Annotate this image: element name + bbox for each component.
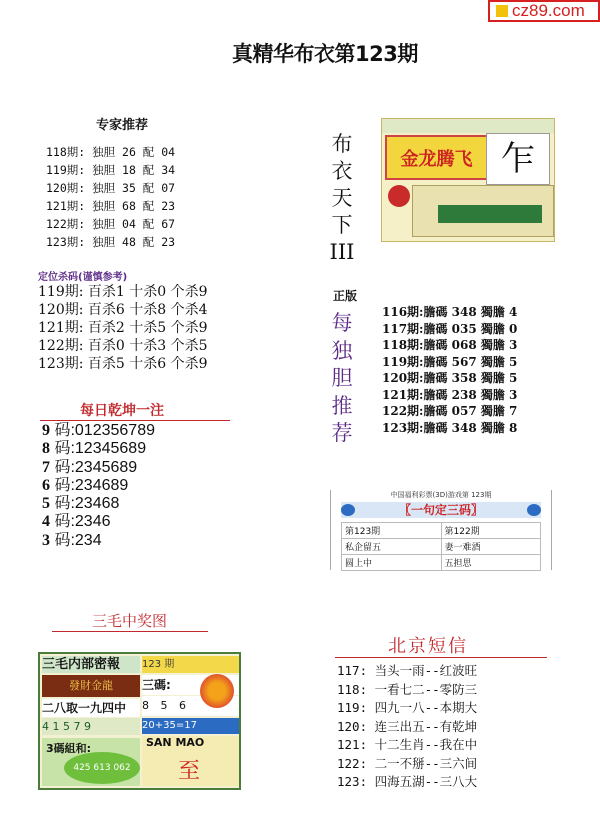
vertical-char: III	[329, 240, 355, 264]
daily-unit: 码:	[50, 422, 75, 439]
box-header: 中国福利彩票(3D)游戏第 123期	[390, 491, 492, 499]
daily-count: 3	[42, 531, 50, 549]
daily-heading: 每日乾坤一注	[80, 403, 164, 419]
daily-list	[42, 422, 155, 550]
table-row	[342, 555, 541, 571]
sanmao-heading: 三毛中奖图	[92, 612, 168, 630]
daily-row	[42, 532, 155, 550]
scroll-ribbon	[438, 205, 542, 223]
combo-label: 3碼組和:	[46, 742, 92, 755]
beijing-row: 120: 连三出五--有乾坤	[337, 718, 478, 734]
daily-row	[42, 440, 155, 458]
expert-row: 120期: 独胆 35 配 07	[46, 181, 176, 195]
kill-row: 123期: 百杀5 十杀6 个杀9	[38, 356, 208, 372]
daily-digits: 2346	[74, 513, 111, 531]
kill-list	[38, 283, 208, 373]
combo-egg: 425 613 062	[64, 752, 140, 784]
site-domain: cz89.com	[512, 1, 585, 20]
sanmao-brand	[142, 736, 239, 786]
table-row	[342, 523, 541, 539]
vertical-char: 胆	[331, 366, 353, 390]
vertical-char: 下	[331, 213, 353, 237]
duodan-row: 120期:膽碼 358 獨膽 5	[382, 371, 518, 385]
kill-heading: 定位杀码(谨慎参考)	[38, 272, 128, 283]
daily-divider	[40, 420, 230, 421]
sanmao-tip: 二八取一九四中	[42, 699, 140, 717]
vertical-char: 天	[331, 186, 353, 210]
daily-unit: 码:	[50, 531, 75, 549]
kill-row: 119期: 百杀1 十杀0 个杀9	[38, 284, 208, 300]
daily-unit: 码:	[50, 495, 75, 513]
table-cell: 私企留五	[342, 539, 442, 555]
daily-count: 6	[42, 476, 50, 494]
sanmao-divider	[52, 631, 208, 632]
banner-gold-text: 金龙腾飞	[385, 135, 488, 180]
one-sentence-box	[330, 490, 552, 570]
site-badge[interactable]	[488, 0, 600, 22]
daily-digits: 234689	[74, 476, 129, 494]
beijing-list	[337, 662, 477, 792]
beijing-row: 117: 当头一雨--红波旺	[337, 663, 478, 678]
daily-digits: 012356789	[74, 422, 155, 439]
sanmao-card	[38, 652, 241, 790]
flower-icon	[200, 674, 234, 708]
square-icon	[496, 5, 508, 17]
daily-unit: 码:	[50, 440, 75, 458]
expert-heading: 专家推荐	[96, 118, 149, 133]
vertical-char: 独	[331, 338, 353, 363]
vertical-char: 衣	[331, 159, 353, 183]
duodan-vertical-title	[329, 310, 355, 448]
sanmao-brand-label: SAN MAO	[146, 736, 205, 749]
expert-row: 123期: 独胆 48 配 23	[46, 235, 176, 249]
daily-count: 8	[42, 440, 50, 458]
zhengban-label: 正版	[333, 289, 358, 303]
duodan-row: 118期:膽碼 068 獨膽 3	[382, 338, 518, 352]
vertical-char: 荐	[331, 421, 353, 445]
daily-digits: 12345689	[74, 440, 147, 458]
beijing-divider	[335, 657, 547, 658]
table-cell: 五担思	[441, 555, 541, 571]
buyi-vertical-title	[329, 131, 355, 266]
kill-row: 121期: 百杀2 十杀5 个杀9	[38, 320, 208, 336]
table-cell: 第122期	[441, 523, 541, 539]
daily-count: 4	[42, 513, 50, 531]
beijing-row: 122: 二一不掰--三六间	[337, 755, 478, 771]
duodan-list	[382, 304, 517, 436]
expert-list	[46, 143, 175, 251]
daily-count: 9	[42, 422, 50, 439]
beijing-heading: 北京短信	[388, 636, 468, 657]
sanmao-three-digits: 8 5 6	[142, 696, 239, 716]
daily-row	[42, 459, 155, 477]
sanmao-formula: 20+35=17	[142, 718, 239, 734]
sanmao-combo	[42, 738, 140, 786]
ball-icon	[341, 504, 355, 516]
jinlong-banner	[381, 118, 555, 242]
beijing-row: 123: 四海五湖--三八大	[337, 774, 478, 789]
vertical-char: 每	[331, 311, 353, 335]
daily-unit: 码:	[50, 513, 75, 531]
table-row	[342, 539, 541, 555]
sanmao-title: 三毛内部密報	[42, 656, 140, 673]
box-band: 〖一句定三码〗	[341, 502, 541, 518]
sanmao-three-code: 三碼:	[142, 675, 239, 695]
vertical-char: 推	[331, 393, 353, 418]
expert-row: 122期: 独胆 04 配 67	[46, 217, 176, 231]
expert-row: 121期: 独胆 68 配 23	[46, 199, 176, 213]
daily-row	[42, 495, 155, 513]
daily-count: 5	[42, 495, 50, 513]
sanmao-issue: 123 期	[142, 656, 239, 673]
duodan-row: 122期:膽碼 057 獨膽 7	[382, 404, 518, 418]
table-cell: 圆上中	[342, 555, 442, 571]
table-cell: 妻一难酒	[441, 539, 541, 555]
banner-top-strip	[382, 119, 554, 133]
sanmao-zhi: 至	[178, 759, 201, 784]
box-table	[341, 522, 541, 571]
kill-row: 120期: 百杀6 十杀8 个杀4	[38, 302, 208, 318]
kill-row: 122期: 百杀0 十杀3 个杀5	[38, 338, 208, 354]
daily-count: 7	[42, 458, 50, 476]
daily-digits: 23468	[74, 495, 120, 513]
vertical-char: 布	[331, 132, 353, 156]
banner-handwriting: 乍	[486, 133, 550, 185]
daily-row	[42, 513, 155, 531]
duodan-row: 119期:膽碼 567 獨膽 5	[382, 354, 518, 369]
duodan-row: 117期:膽碼 035 獨膽 0	[382, 321, 518, 336]
daily-unit: 码:	[50, 458, 75, 476]
seal-icon	[388, 185, 410, 207]
expert-row: 118期: 独胆 26 配 04	[46, 145, 176, 159]
sanmao-digits: 4 1 5 7 9	[42, 718, 140, 735]
daily-unit: 码:	[50, 476, 75, 494]
duodan-row: 116期:膽碼 348 獨膽 4	[382, 305, 518, 319]
ball-icon	[527, 504, 541, 516]
daily-digits: 234	[74, 531, 102, 549]
expert-row: 119期: 独胆 18 配 34	[46, 163, 176, 177]
table-cell: 第123期	[342, 523, 442, 539]
sanmao-dragon: 發財金龍	[42, 675, 140, 697]
beijing-row: 121: 十二生肖--我在中	[337, 737, 478, 752]
beijing-row: 118: 一看七二--零防三	[337, 681, 478, 697]
daily-row	[42, 422, 155, 440]
daily-digits: 2345689	[74, 458, 138, 476]
duodan-row: 123期:膽碼 348 獨膽 8	[382, 420, 518, 435]
beijing-row: 119: 四九一八--本期大	[337, 700, 478, 715]
duodan-row: 121期:膽碼 238 獨膽 3	[382, 387, 518, 402]
page-title: 真精华布衣第123期	[232, 42, 418, 66]
daily-row	[42, 477, 155, 495]
